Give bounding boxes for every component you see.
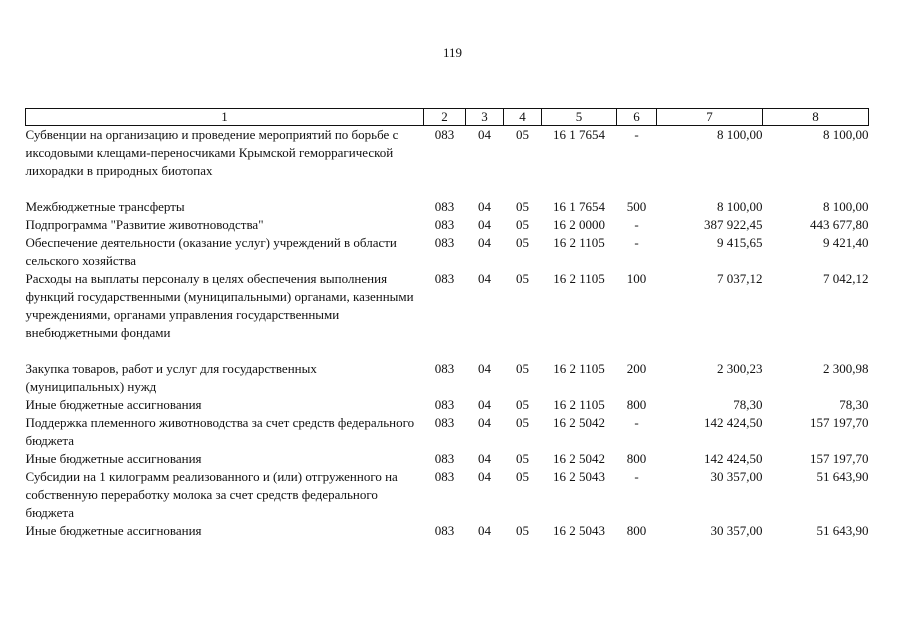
row-name: Поддержка племенного животноводства за счет средств федерального бюджета — [25, 415, 415, 448]
cell-col8: 51 643,90 — [816, 523, 869, 538]
cell-col2: 083 — [434, 217, 455, 232]
cell-col6: 500 — [626, 199, 647, 214]
cell-col6: 800 — [626, 397, 647, 412]
cell-col4: 05 — [516, 361, 529, 376]
cell-col6: 800 — [626, 451, 647, 466]
cell-col7: 30 357,00 — [710, 523, 763, 538]
cell-col3: 04 — [478, 361, 491, 376]
cell-col8: 157 197,70 — [810, 415, 869, 430]
cell-col5: 16 2 5042 — [553, 451, 605, 466]
cell-col7: 8 100,00 — [717, 127, 763, 142]
cell-col4: 05 — [516, 397, 529, 412]
cell-col8: 78,30 — [839, 397, 869, 412]
table-row — [26, 216, 869, 234]
row-name: Иные бюджетные ассигнования — [25, 523, 202, 538]
cell-col2: 083 — [434, 397, 455, 412]
page-number: 119 — [442, 45, 463, 60]
cell-col2: 083 — [434, 199, 455, 214]
cell-col8: 8 100,00 — [823, 127, 869, 142]
row-name: Закупка товаров, работ и услуг для государственных (муниципальных) нужд — [25, 361, 317, 394]
cell-col3: 04 — [478, 217, 491, 232]
cell-col4: 05 — [516, 469, 529, 484]
cell-col8: 157 197,70 — [810, 451, 869, 466]
table-row — [26, 414, 869, 450]
cell-col6: - — [634, 217, 639, 232]
cell-col5: 16 2 1105 — [553, 235, 605, 250]
cell-col2: 083 — [434, 235, 455, 250]
cell-col4: 05 — [516, 451, 529, 466]
cell-col6: - — [634, 415, 639, 430]
row-name: Расходы на выплаты персоналу в целях обеспечения выполнения функций государственными (муниципальными) органами, казенными учреждениями, органами управления государственными внебюджетными фондами — [25, 271, 414, 340]
table-row — [26, 126, 869, 181]
row-name: Субвенции на организацию и проведение мероприятий по борьбе с иксодовыми клещами-переносчиками Крымской геморрагической лихорадки в природных биотопах — [25, 127, 399, 178]
cell-col2: 083 — [434, 127, 455, 142]
cell-col5: 16 2 1105 — [553, 271, 605, 286]
cell-col2: 083 — [434, 523, 455, 538]
cell-col6: - — [634, 235, 639, 250]
cell-col4: 05 — [516, 217, 529, 232]
cell-col4: 05 — [516, 235, 529, 250]
cell-col6: - — [634, 127, 639, 142]
cell-col2: 083 — [434, 415, 455, 430]
cell-col6: 800 — [626, 523, 647, 538]
cell-col7: 30 357,00 — [710, 469, 763, 484]
cell-col2: 083 — [434, 271, 455, 286]
cell-col5: 16 2 5043 — [553, 523, 605, 538]
cell-col3: 04 — [478, 451, 491, 466]
cell-col5: 16 1 7654 — [553, 127, 605, 142]
spacer-row — [26, 342, 869, 360]
cell-col8: 7 042,12 — [823, 271, 869, 286]
column-header: 4 — [504, 109, 542, 126]
cell-col8: 443 677,80 — [810, 217, 869, 232]
cell-col5: 16 2 5043 — [553, 469, 605, 484]
cell-col7: 78,30 — [733, 397, 763, 412]
cell-col2: 083 — [434, 469, 455, 484]
column-header: 2 — [424, 109, 466, 126]
cell-col4: 05 — [516, 523, 529, 538]
cell-col7: 7 037,12 — [717, 271, 763, 286]
table-row — [26, 198, 869, 216]
cell-col6: 100 — [626, 271, 647, 286]
cell-col4: 05 — [516, 271, 529, 286]
table-row — [26, 234, 869, 270]
cell-col3: 04 — [478, 397, 491, 412]
cell-col2: 083 — [434, 361, 455, 376]
table-row — [26, 360, 869, 396]
row-name: Иные бюджетные ассигнования — [25, 397, 202, 412]
spacer-row — [26, 180, 869, 198]
cell-col4: 05 — [516, 415, 529, 430]
column-header: 7 — [657, 109, 763, 126]
table-row — [26, 396, 869, 414]
cell-col6: 200 — [626, 361, 647, 376]
cell-col3: 04 — [478, 235, 491, 250]
cell-col8: 51 643,90 — [816, 469, 869, 484]
cell-col3: 04 — [478, 415, 491, 430]
cell-col5: 16 2 0000 — [553, 217, 605, 232]
cell-col8: 2 300,98 — [823, 361, 869, 376]
cell-col8: 8 100,00 — [823, 199, 869, 214]
row-name: Межбюджетные трансферты — [25, 199, 185, 214]
cell-col7: 142 424,50 — [704, 415, 763, 430]
row-name: Обеспечение деятельности (оказание услуг) учреждений в области сельского хозяйства — [25, 235, 397, 268]
row-name: Субсидии на 1 килограмм реализованного и (или) отгруженного на собственную переработку молока за счет средств федерального бюджета — [25, 469, 398, 520]
cell-col4: 05 — [516, 127, 529, 142]
table-row — [26, 468, 869, 522]
cell-col3: 04 — [478, 271, 491, 286]
cell-col7: 2 300,23 — [717, 361, 763, 376]
cell-col5: 16 2 1105 — [553, 361, 605, 376]
cell-col7: 142 424,50 — [704, 451, 763, 466]
cell-col4: 05 — [516, 199, 529, 214]
header-row — [26, 109, 869, 126]
column-header: 6 — [617, 109, 657, 126]
cell-col6: - — [634, 469, 639, 484]
table-row — [26, 270, 869, 342]
cell-col3: 04 — [478, 469, 491, 484]
row-name: Подпрограмма "Развитие животноводства" — [25, 217, 264, 232]
cell-col7: 8 100,00 — [717, 199, 763, 214]
cell-col3: 04 — [478, 523, 491, 538]
cell-col3: 04 — [478, 127, 491, 142]
cell-col7: 9 415,65 — [717, 235, 763, 250]
cell-col5: 16 1 7654 — [553, 199, 605, 214]
column-header: 5 — [542, 109, 617, 126]
column-header: 8 — [763, 109, 869, 126]
row-name: Иные бюджетные ассигнования — [25, 451, 202, 466]
table-row — [26, 450, 869, 468]
column-header: 1 — [26, 109, 424, 126]
cell-col5: 16 2 5042 — [553, 415, 605, 430]
cell-col7: 387 922,45 — [704, 217, 763, 232]
cell-col3: 04 — [478, 199, 491, 214]
column-header: 3 — [466, 109, 504, 126]
cell-col8: 9 421,40 — [823, 235, 869, 250]
budget-table — [25, 108, 869, 540]
cell-col5: 16 2 1105 — [553, 397, 605, 412]
cell-col2: 083 — [434, 451, 455, 466]
table-row — [26, 522, 869, 540]
